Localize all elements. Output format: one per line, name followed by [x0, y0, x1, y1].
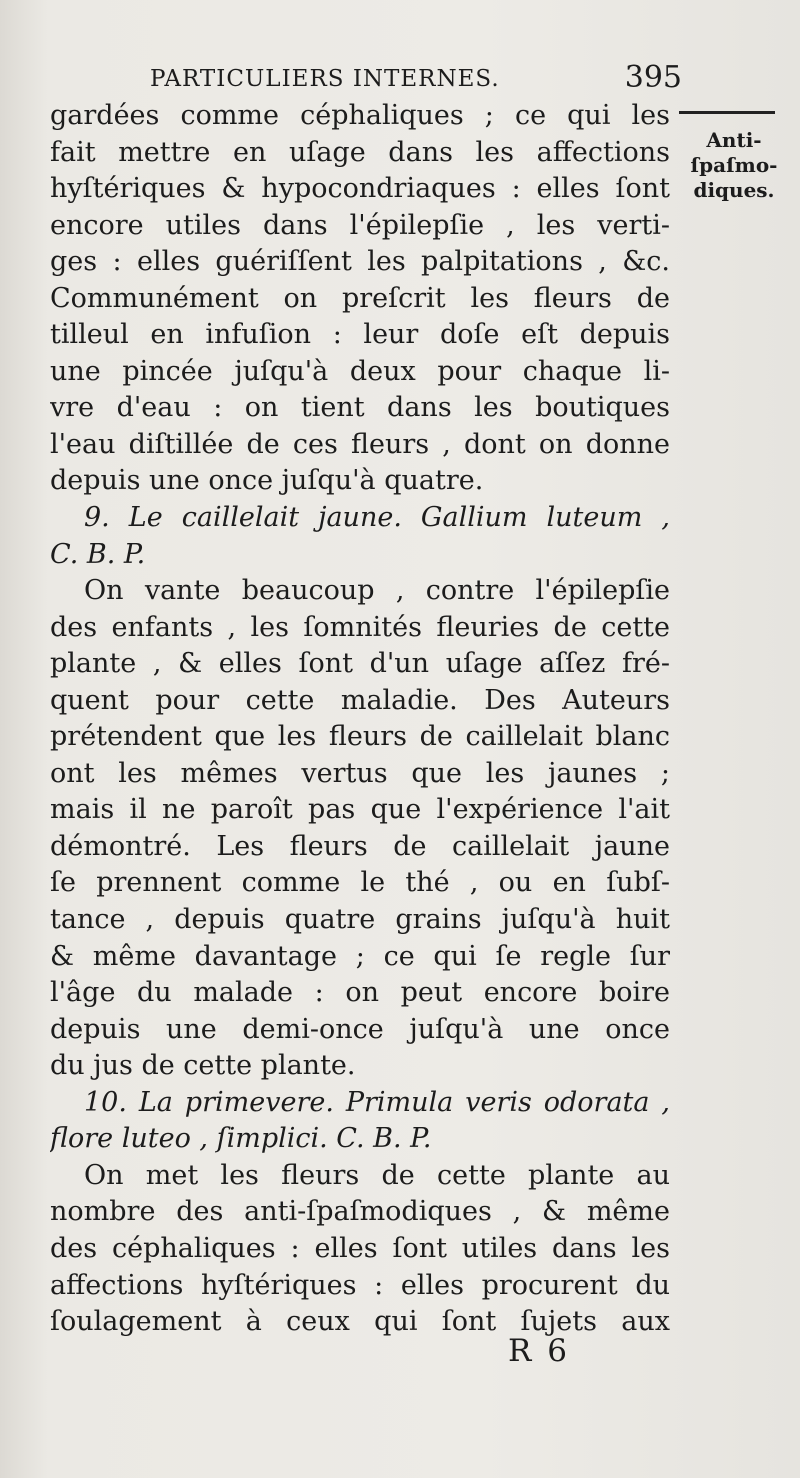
entry-heading: 10. La primevere. Primula veris odorata ,	[84, 1086, 670, 1118]
text-line: l'eau diſtillée de ces fleurs , dont on donne	[50, 428, 670, 460]
text-line: nombre des anti-ſpaſmodiques , & même	[50, 1196, 670, 1228]
running-title: PARTICULIERS INTERNES.	[150, 66, 500, 92]
text-line: Communément on preſcrit les fleurs de	[50, 282, 670, 314]
margin-note	[680, 128, 788, 203]
margin-rule	[679, 111, 775, 114]
text-line: ges : elles guériſſent les palpitations , &c.	[50, 246, 670, 278]
margin-note-line: Anti-	[706, 128, 762, 152]
text-line: l'âge du malade : on peut encore boire	[50, 977, 670, 1009]
text-line: du jus de cette plante.	[50, 1050, 356, 1082]
text-line: On met les fleurs de cette plante au	[84, 1159, 670, 1191]
text-line: plante , & elles ſont d'un uſage aſſez fré-	[50, 648, 670, 680]
text-line: depuis une once juſqu'à quatre.	[50, 465, 484, 497]
text-line: & même davantage ; ce qui ſe regle ſur	[50, 940, 670, 972]
entry-heading: 9. Le caillelait jaune. Gallium luteum ,	[84, 502, 670, 534]
text-line: fait mettre en uſage dans les affections	[50, 136, 670, 168]
text-line: tance , depuis quatre grains juſqu'à huit	[50, 904, 670, 936]
text-line: affections hyſtériques : elles procurent du	[50, 1269, 670, 1301]
text-line: On vante beaucoup , contre l'épilepſie	[84, 575, 670, 607]
entry-heading: flore luteo , ſimplici. C. B. P.	[50, 1123, 432, 1155]
entry-heading: C. B. P.	[50, 538, 146, 570]
text-line: démontré. Les fleurs de caillelait jaune	[50, 830, 670, 862]
text-line: mais il ne paroît pas que l'expérience l'ait	[50, 794, 670, 826]
margin-note-line: diques.	[693, 178, 775, 202]
margin-note-line: ſpaſmo-	[690, 153, 778, 177]
text-line: depuis une demi-once juſqu'à une once	[50, 1013, 670, 1045]
text-line: vre d'eau : on tient dans les boutiques	[50, 392, 670, 424]
text-line: prétendent que les fleurs de caillelait blanc	[50, 721, 670, 753]
text-line: des enfants , les ſomnités fleuries de cette	[50, 611, 670, 643]
text-line: ſe prennent comme le thé , ou en ſubſ-	[50, 867, 670, 899]
text-line: tilleul en infuſion : leur doſe eſt depuis	[50, 319, 670, 351]
text-line: ſoulagement à ceux qui ſont ſujets aux	[50, 1306, 670, 1338]
body-text	[50, 98, 670, 1341]
page-number: 395	[624, 60, 682, 95]
page-header	[150, 62, 682, 98]
text-line: ont les mêmes vertus que les jaunes ;	[50, 757, 670, 789]
text-line: encore utiles dans l'épilepſie , les verti-	[50, 209, 670, 241]
text-line: une pincée juſqu'à deux pour chaque li-	[50, 355, 670, 387]
signature-mark: R 6	[508, 1333, 570, 1369]
text-line: des céphaliques : elles ſont utiles dans les	[50, 1232, 670, 1264]
text-line: quent pour cette maladie. Des Auteurs	[50, 684, 670, 716]
text-line: hyſtériques & hypocondriaques : elles ſont	[50, 173, 670, 205]
text-line: gardées comme céphaliques ; ce qui les	[50, 100, 670, 131]
